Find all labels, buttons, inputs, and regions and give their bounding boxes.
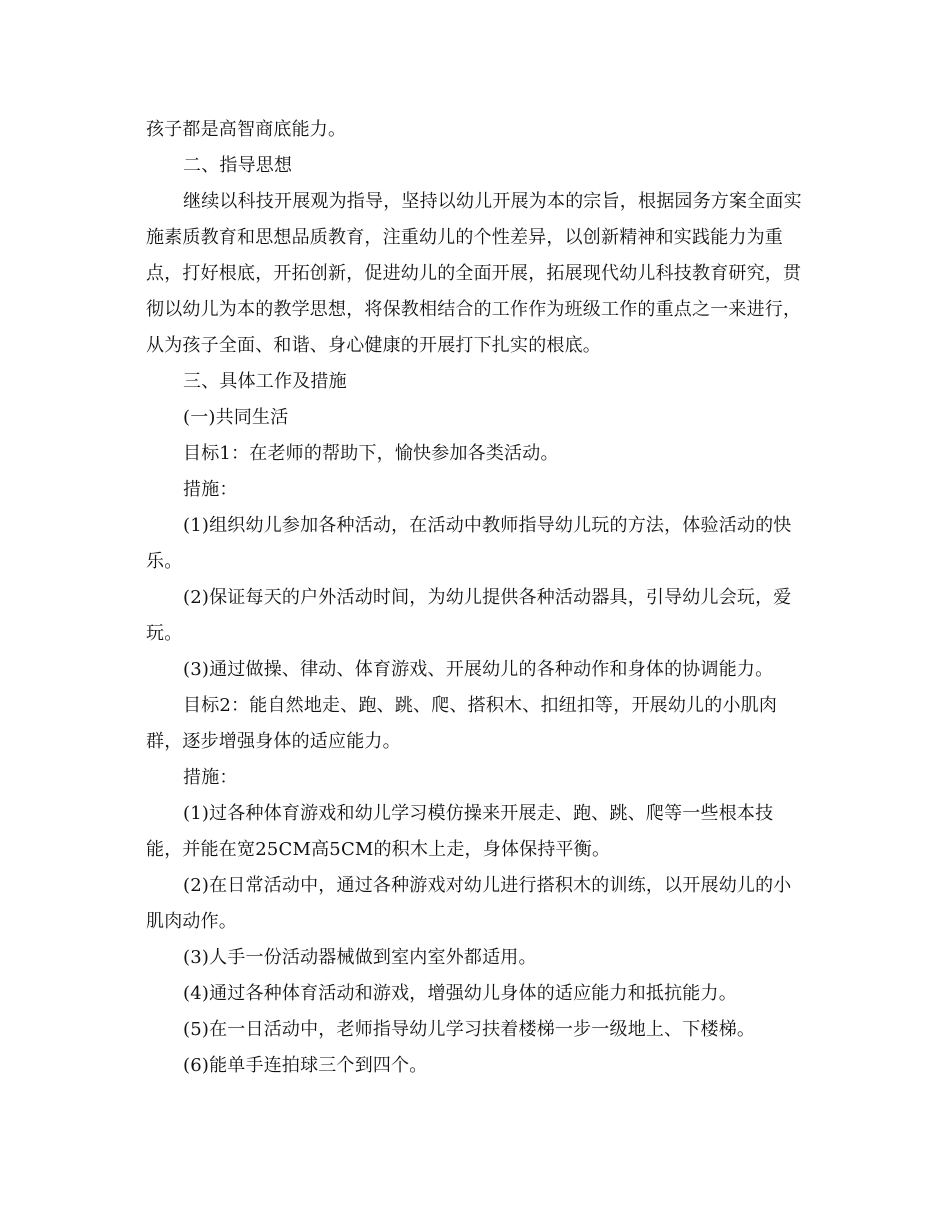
measure-item: (3)通过做操、律动、体育游戏、开展幼儿的各种动作和身体的协调能力。 bbox=[183, 659, 774, 680]
measure-item: (2)在日常活动中，通过各种游戏对幼儿进行搭积木的训练，以开展幼儿的小肌肉动作。 bbox=[146, 875, 792, 932]
measure-item: (1)过各种体育游戏和幼儿学习模仿操来开展走、跑、跳、爬等一些根本技能，并能在宽25CM高5CM的积木上走，身体保持平衡。 bbox=[146, 803, 774, 860]
subsection-heading-shared-life: (一)共同生活 bbox=[183, 407, 289, 428]
measures-label: 措施： bbox=[183, 479, 238, 500]
section-heading-guiding-ideology: 二、指导思想 bbox=[183, 155, 293, 176]
measure-item: (1)组织幼儿参加各种活动，在活动中教师指导幼儿玩的方法，体验活动的快乐。 bbox=[146, 515, 792, 572]
document-body bbox=[146, 112, 806, 1084]
goal-2: 目标2：能自然地走、跑、跳、爬、搭积木、扣纽扣等，开展幼儿的小肌肉群，逐步增强身体的适应能力。 bbox=[146, 695, 778, 752]
paragraph-guiding-ideology: 继续以科技开展观为指导，坚持以幼儿开展为本的宗旨，根据园务方案全面实施素质教育和思想品质教育，注重幼儿的个性差异，以创新精神和实践能力为重点，打好根底，开拓创新，促进幼儿的全面开展，拓展现代幼儿科技教育研究，贯彻以幼儿为本的教学思想，将保教相结合的工作作为班级工作的重点之一来进行，从为孩子全面、和谐、身心健康的开展打下扎实的根底。 bbox=[146, 191, 802, 356]
section-heading-work-measures: 三、具体工作及措施 bbox=[183, 371, 347, 392]
paragraph-intro-tail: 孩子都是高智商底能力。 bbox=[146, 119, 347, 140]
measure-item: (2)保证每天的户外活动时间，为幼儿提供各种活动器具，引导幼儿会玩，爱玩。 bbox=[146, 587, 792, 644]
measure-item: (6)能单手连拍球三个到四个。 bbox=[183, 1055, 428, 1076]
measure-item: (3)人手一份活动器械做到室内室外都适用。 bbox=[183, 947, 537, 968]
measure-item: (5)在一日活动中，老师指导幼儿学习扶着楼梯一步一级地上、下楼梯。 bbox=[183, 1019, 756, 1040]
measures-label: 措施： bbox=[183, 767, 238, 788]
measure-item: (4)通过各种体育活动和游戏，增强幼儿身体的适应能力和抵抗能力。 bbox=[183, 983, 737, 1004]
goal-1: 目标1：在老师的帮助下，愉快参加各类活动。 bbox=[183, 443, 559, 464]
